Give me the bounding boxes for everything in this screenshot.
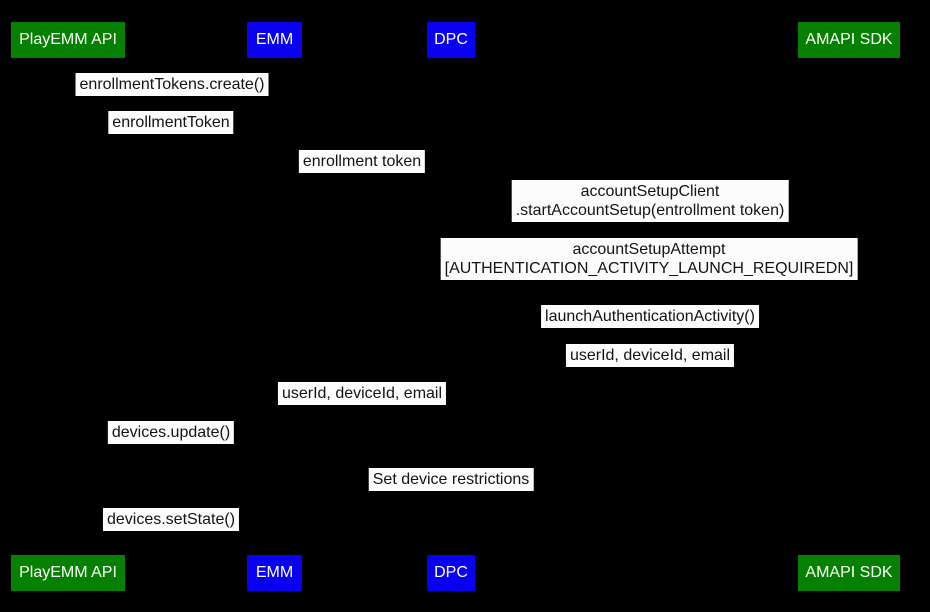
participant-emm-bottom: EMM bbox=[247, 555, 302, 591]
message-devices-setstate: devices.setState() bbox=[103, 508, 239, 531]
message-account-setup-attempt bbox=[441, 238, 858, 280]
message-enrollmenttoken: enrollmentToken bbox=[108, 111, 233, 134]
participant-playemm-api-bottom: PlayEMM API bbox=[11, 555, 125, 591]
participant-dpc-bottom: DPC bbox=[427, 555, 475, 591]
participant-dpc-top: DPC bbox=[427, 22, 475, 58]
participant-amapi-sdk-bottom: AMAPI SDK bbox=[798, 555, 900, 591]
message-launch-authentication-activity: launchAuthenticationActivity() bbox=[541, 305, 759, 328]
participant-amapi-sdk-top: AMAPI SDK bbox=[798, 22, 900, 58]
message-userid-deviceid-email-left: userId, deviceId, email bbox=[278, 382, 446, 405]
message-line-1: accountSetupAttempt bbox=[572, 241, 726, 258]
message-userid-deviceid-email-right: userId, deviceId, email bbox=[566, 344, 734, 367]
message-devices-update: devices.update() bbox=[108, 421, 234, 444]
message-set-device-restrictions: Set device restrictions bbox=[369, 468, 534, 491]
message-enrollmenttokens-create: enrollmentTokens.create() bbox=[76, 73, 269, 96]
participant-playemm-api-top: PlayEMM API bbox=[11, 22, 125, 58]
message-start-account-setup bbox=[512, 180, 789, 222]
message-enrollment-token: enrollment token bbox=[299, 150, 425, 173]
message-line-2: .startAccountSetup(entrollment token) bbox=[515, 202, 785, 219]
message-line-2: [AUTHENTICATION_ACTIVITY_LAUNCH_REQUIREDN] bbox=[444, 260, 854, 277]
participant-emm-top: EMM bbox=[247, 22, 302, 58]
message-line-1: accountSetupClient bbox=[580, 183, 720, 200]
